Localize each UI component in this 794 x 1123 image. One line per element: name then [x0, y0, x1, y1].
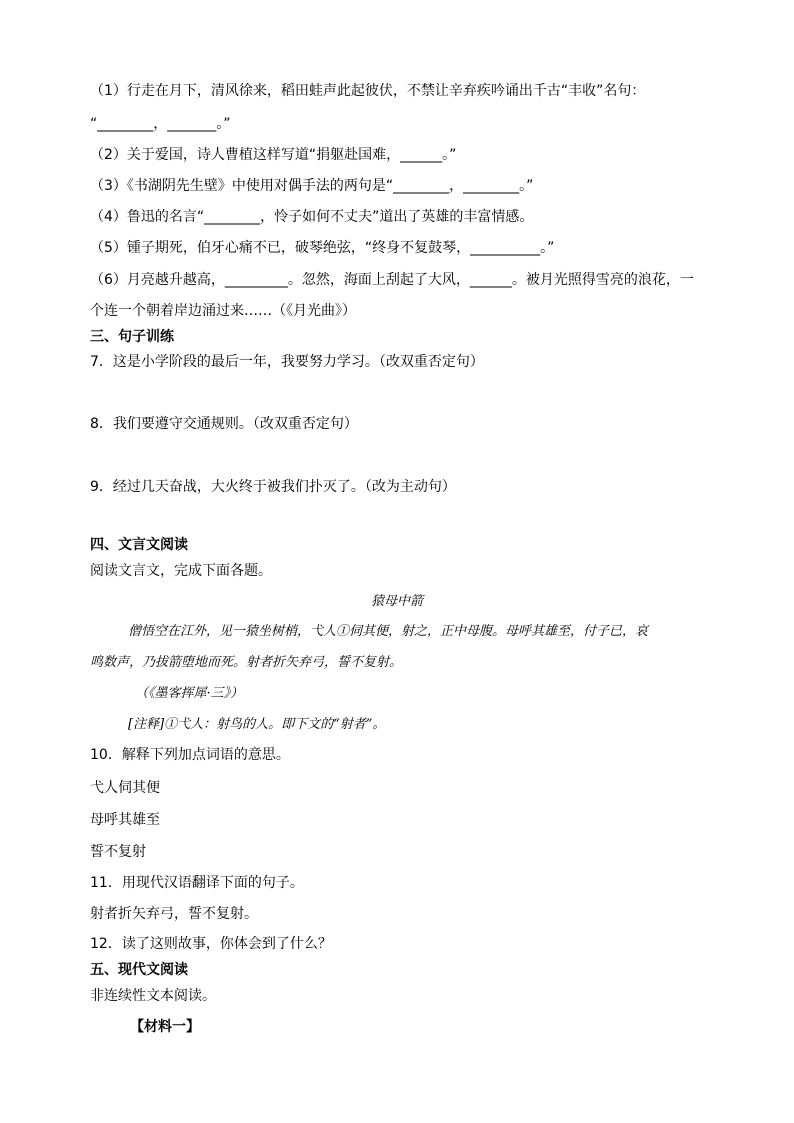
passage-line2: 鸣数声，乃拔箭堕地而死。射者折矢弃弓，誓不复射。: [90, 655, 403, 670]
question-10-word-2: 母呼其雄至: [90, 812, 160, 828]
question-8: 8．我们要遵守交通规则。（改双重否定句）: [90, 416, 358, 432]
fill-q1-line1: （1）行走在月下，清风徐来，稻田蛙声此起彼伏，不禁让辛弃疾吟诵出千古“丰收”名句：: [90, 83, 646, 99]
section5-heading: 五、现代文阅读: [90, 962, 188, 978]
fill-q6-line1: （6）月亮越升越高，_________。忽然，海面上刮起了大风，______。被月光照得雪亮的浪花，一: [90, 272, 694, 288]
question-12: 12．读了这则故事，你体会到了什么？: [90, 936, 332, 952]
question-11: 11．用现代汉语翻译下面的句子。: [90, 875, 304, 891]
fill-q3: （3）《书湖阴先生壁》中使用对偶手法的两句是“________，________。”: [90, 178, 534, 194]
question-9: 9．经过几天奋战，大火终于被我们扑灭了。（改为主动句）: [90, 479, 456, 495]
fill-q5: （5）锺子期死，伯牙心痛不已，破琴绝弦，“终身不复鼓琴，__________。”: [90, 240, 555, 256]
passage-line1: 僧悟空在江外，见一猿坐树梢，弋人①伺其便，射之，正中母腹。母呼其雄至，付子已，哀: [128, 624, 649, 639]
section4-heading: 四、文言文阅读: [90, 537, 188, 553]
section3-heading: 三、句子训练: [90, 329, 174, 345]
question-10-word-1: 弋人伺其便: [90, 780, 160, 796]
question-10: 10．解释下列加点词语的意思。: [90, 747, 290, 763]
fill-q6-line2: 个连一个朝着岸边涌过来……（《月光曲》）: [90, 303, 356, 319]
material-one-label: 【材料一】: [130, 1019, 200, 1035]
fill-q2: （2）关于爱国，诗人曹植这样写道“捐躯赴国难，______。”: [90, 147, 457, 163]
passage-source: （《墨客挥犀·三》）: [135, 686, 244, 701]
section4-intro: 阅读文言文，完成下面各题。: [90, 563, 272, 579]
question-10-word-3: 誓不复射: [90, 844, 146, 860]
fill-q4: （4）鲁迅的名言“________，怜子如何不丈夫”道出了英雄的丰富情感。: [90, 209, 534, 225]
section5-intro: 非连续性文本阅读。: [90, 988, 216, 1004]
fill-q1-line2: “________，_______。”: [90, 116, 231, 132]
passage-title: 猿母中箭: [370, 594, 423, 609]
question-11-sentence: 射者折矢弃弓，誓不复射。: [90, 906, 258, 922]
passage-note: [注释]①弋人：射鸟的人。即下文的“射者”。: [128, 717, 386, 732]
question-7: 7．这是小学阶段的最后一年，我要努力学习。（改双重否定句）: [90, 354, 484, 370]
